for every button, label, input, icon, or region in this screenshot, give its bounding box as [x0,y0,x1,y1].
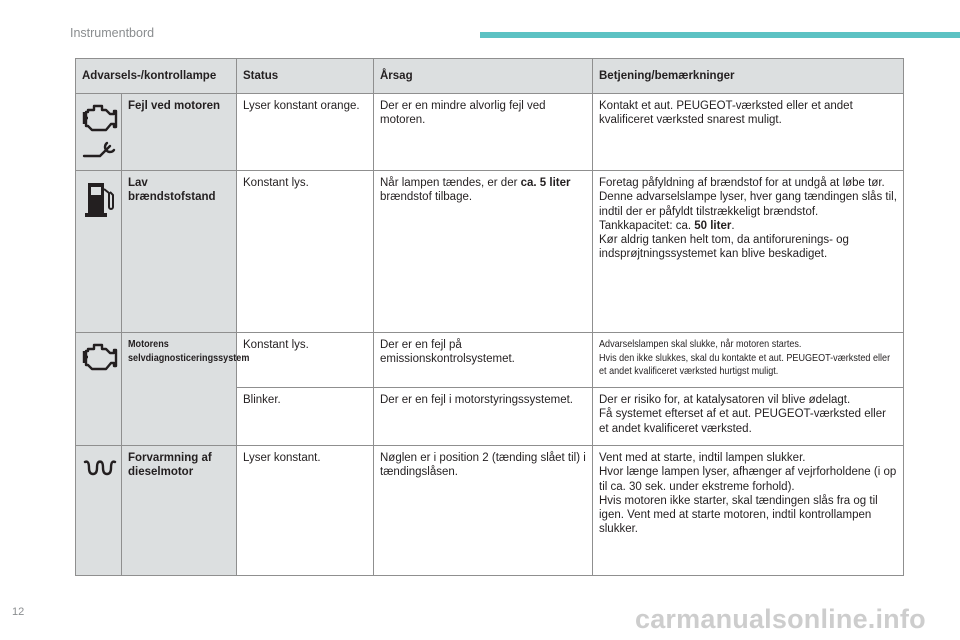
glow-plug-icon [80,454,117,482]
column-header-lamp: Advarsels-/kontrollampe [76,59,237,94]
column-header-action: Betjening/bemærkninger [593,59,904,94]
action-cell: Vent med at starte, indtil lampen slukker. Hvor længe lampen lyser, afhænger af vejrforholdene (i op til ca. 30 sek. under ekstreme forhold). Hvis motoren ikke starter, skal tændingen slås fra og til igen. Vent med at starte motoren, indtil kontrollampen slukker. [593,446,904,576]
lamp-name: Motorens selvdiagnosticeringssystem [128,339,250,364]
action-cell: Advarselslampen skal slukke, når motoren startes. Hvis den ikke slukkes, skal du kontakte et aut. PEUGEOT-værksted eller et andet kvalificeret værksted hurtigst muligt. [593,333,904,388]
action-cell: Kontakt et aut. PEUGEOT-værksted eller et andet kvalificeret værksted snarest muligt. [593,94,904,171]
action-cell: Der er risiko for, at katalysatoren vil blive ødelagt. Få systemet efterset af et aut. PEUGEOT-værksted eller et andet kvalificeret værksted. [593,388,904,446]
table-row [76,171,904,333]
cause-cell: Der er en mindre alvorlig fejl ved motoren. [374,94,593,171]
lamp-name: Lav brændstofstand [128,177,216,204]
header-accent-bar [480,32,960,38]
table-row [76,446,904,576]
cause-cell: Når lampen tændes, er der ca. 5 liter brændstof tilbage. [374,171,593,333]
section-title: Instrumentbord [70,26,155,40]
cause-cell: Der er en fejl på emissionskontrolsystemet. [374,333,593,388]
tank-capacity: 50 liter [694,219,732,232]
status-cell: Konstant lys. [237,171,374,333]
status-cell: Konstant lys. [237,333,374,388]
cause-cell: Nøglen er i position 2 (tænding slået til) i tændingslåsen. [374,446,593,576]
action-cell: Foretag påfyldning af brændstof for at undgå at løbe tør. Denne advarselslampe lyser, hver gang tændingen slås til, indtil der er påfyldt tilstrækkeligt brændstof. Tankkapacitet: ca. 50 liter. Kør aldrig tanken helt tom, da antiforurenings- og indsprøjtningssystemet kan blive beskadiget. [593,171,904,333]
table-row [76,94,904,171]
watermark: carmanualsonline.info [635,604,926,634]
lamp-name: Fejl ved motoren [128,100,221,112]
table-row [76,333,904,388]
status-cell: Lyser konstant. [237,446,374,576]
lamp-name: Forvarmning af dieselmotor [128,452,212,479]
engine-icon [80,341,117,373]
column-header-cause: Årsag [374,59,593,94]
status-cell: Lyser konstant orange. [237,94,374,171]
cause-cell: Der er en fejl i motorstyringssystemet. [374,388,593,446]
table-header-row [76,59,904,94]
fuel-amount: ca. 5 liter [520,177,571,189]
warning-lamps-table [75,58,904,576]
column-header-status: Status [237,59,374,94]
status-cell: Blinker. [237,388,374,446]
engine-wrench-icon [80,102,117,162]
fuel-pump-icon [80,179,117,219]
page-number: 12 [12,606,25,618]
